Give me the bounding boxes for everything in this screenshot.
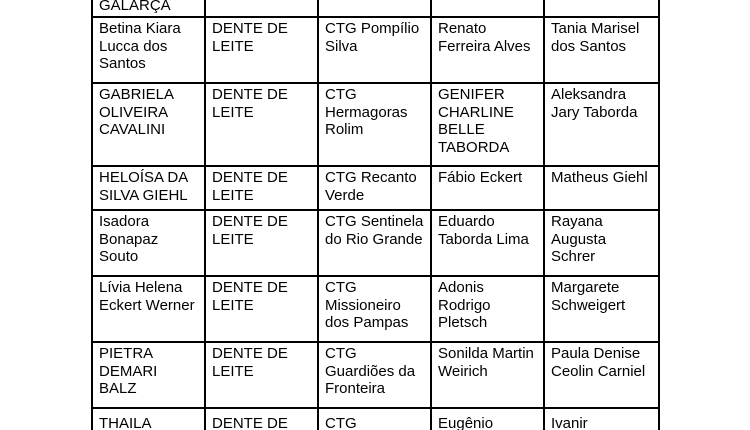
table-row (92, 83, 659, 166)
category-cell: DENTE DE (205, 408, 318, 430)
participant-name-cell: Isadora Bonapaz Souto (92, 210, 205, 276)
coordinator-cell: Eugênio (431, 408, 544, 430)
table-row (92, 408, 659, 430)
coordinator-cell: Adonis Rodrigo Pletsch (431, 276, 544, 342)
responsible-cell: Margarete Schweigert (544, 276, 659, 342)
ctg-cell: CTG Hermagoras Rolim (318, 83, 431, 166)
participant-name-cell: PIETRA DEMARI BALZ (92, 342, 205, 408)
ctg-cell: CTG (318, 408, 431, 430)
responsible-cell (544, 0, 659, 17)
table-row (92, 166, 659, 210)
table-row (92, 210, 659, 276)
table-row (92, 342, 659, 408)
category-cell: DENTE DE LEITE (205, 210, 318, 276)
table-row (92, 17, 659, 83)
category-cell: DENTE DE LEITE (205, 83, 318, 166)
participant-name-cell: Betina Kiara Lucca dos Santos (92, 17, 205, 83)
participants-table (91, 0, 660, 430)
ctg-cell: CTG Pompílio Silva (318, 17, 431, 83)
participant-name-cell: Lívia Helena Eckert Werner (92, 276, 205, 342)
coordinator-cell: Sonilda Martin Weirich (431, 342, 544, 408)
ctg-cell: CTG Recanto Verde (318, 166, 431, 210)
responsible-cell: Aleksandra Jary Taborda (544, 83, 659, 166)
category-cell: DENTE DE LEITE (205, 17, 318, 83)
ctg-cell (318, 0, 431, 17)
responsible-cell: Ivanir (544, 408, 659, 430)
ctg-cell: CTG Missioneiro dos Pampas (318, 276, 431, 342)
category-cell (205, 0, 318, 17)
responsible-cell: Paula Denise Ceolin Carniel (544, 342, 659, 408)
participant-name-cell: GALARÇA (92, 0, 205, 17)
table-row (92, 0, 659, 17)
ctg-cell: CTG Sentinela do Rio Grande (318, 210, 431, 276)
coordinator-cell: GENIFER CHARLINE BELLE TABORDA (431, 83, 544, 166)
category-cell: DENTE DE LEITE (205, 342, 318, 408)
participant-name-cell: HELOÍSA DA SILVA GIEHL (92, 166, 205, 210)
category-cell: DENTE DE LEITE (205, 276, 318, 342)
coordinator-cell: Renato Ferreira Alves (431, 17, 544, 83)
responsible-cell: Rayana Augusta Schrer (544, 210, 659, 276)
coordinator-cell: Fábio Eckert (431, 166, 544, 210)
category-cell: DENTE DE LEITE (205, 166, 318, 210)
responsible-cell: Matheus Giehl (544, 166, 659, 210)
table-row (92, 276, 659, 342)
participant-name-cell: THAILA (92, 408, 205, 430)
ctg-cell: CTG Guardiões da Fronteira (318, 342, 431, 408)
coordinator-cell (431, 0, 544, 17)
coordinator-cell: Eduardo Taborda Lima (431, 210, 544, 276)
participant-name-cell: GABRIELA OLIVEIRA CAVALINI (92, 83, 205, 166)
responsible-cell: Tania Marisel dos Santos (544, 17, 659, 83)
